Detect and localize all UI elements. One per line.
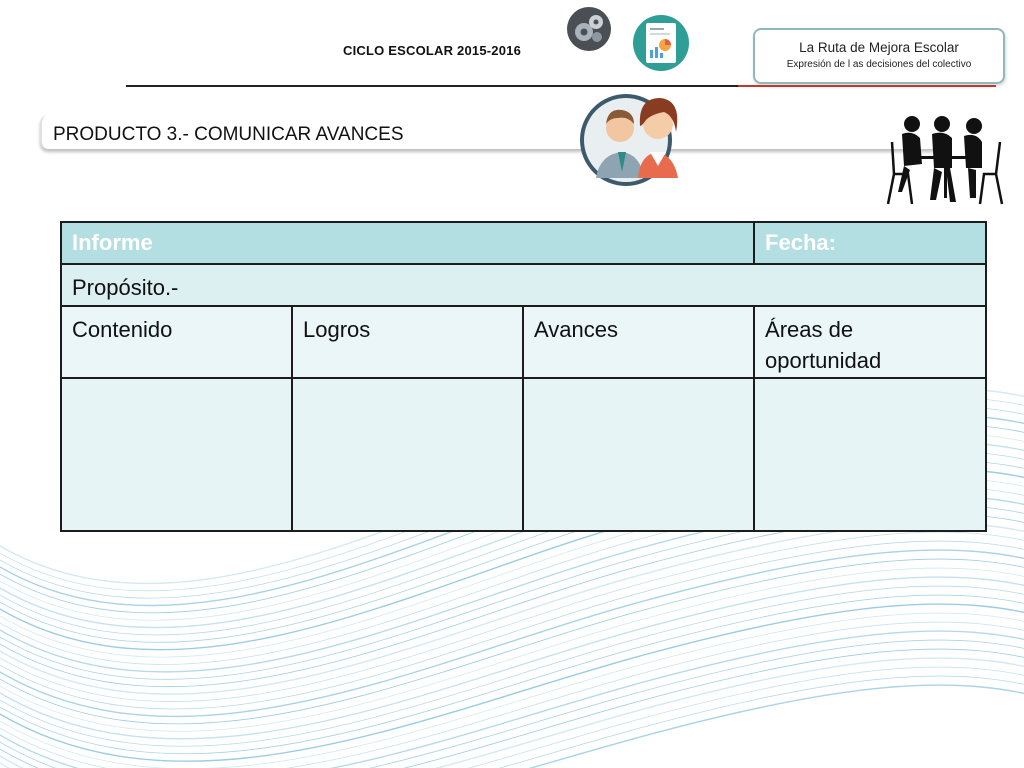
column-label-areas: Áreas de oportunidad: [765, 317, 882, 373]
proposito-row: [61, 264, 986, 306]
column-header: [754, 306, 986, 378]
wave-line: [0, 514, 1024, 687]
wave-line: [0, 676, 1024, 768]
ruta-subtitle: Expresión de l as decisiones del colectivo: [786, 59, 972, 70]
wave-line: [0, 550, 1024, 716]
column-header: [292, 306, 523, 378]
fecha-label: Fecha:: [765, 230, 836, 255]
column-header: [523, 306, 754, 378]
gears-icon: [566, 6, 612, 52]
wave-line: [0, 613, 1024, 768]
column-header: [61, 306, 292, 378]
column-label-avances: Avances: [534, 317, 618, 342]
meeting-silhouette-icon: [884, 112, 1008, 210]
cell-value: [755, 379, 985, 387]
wave-line: [0, 586, 1024, 746]
informe-cell[interactable]: [61, 222, 754, 264]
content-cell-logros[interactable]: [292, 378, 523, 531]
wave-line: [0, 541, 1024, 709]
product-title: PRODUCTO 3.- COMUNICAR AVANCES: [53, 124, 404, 145]
wave-line: [0, 658, 1024, 768]
table-row: [61, 378, 986, 531]
column-label-contenido: Contenido: [72, 317, 173, 342]
wave-line: [0, 595, 1024, 754]
proposito-cell[interactable]: [61, 264, 986, 306]
school-year-label: CICLO ESCOLAR 2015-2016: [343, 43, 521, 58]
content-cell-areas[interactable]: [754, 378, 986, 531]
cell-value: [293, 379, 522, 387]
wave-line: [0, 577, 1024, 739]
informe-label: Informe: [72, 230, 153, 255]
proposito-label: Propósito.-: [72, 275, 179, 300]
ruta-mejora-box: [753, 28, 1005, 84]
cell-value: [62, 379, 291, 387]
column-label-logros: Logros: [303, 317, 371, 342]
content-cell-avances[interactable]: [523, 378, 754, 531]
header-divider-accent: [738, 85, 996, 87]
table-header-row: [61, 222, 986, 264]
people-icon: [578, 82, 688, 188]
report-icon: [632, 14, 690, 72]
cell-value: [524, 379, 753, 387]
fecha-cell[interactable]: [754, 222, 986, 264]
content-cell-contenido[interactable]: [61, 378, 292, 531]
column-header-row: [61, 306, 986, 378]
report-table: [60, 221, 987, 532]
ruta-title: La Ruta de Mejora Escolar: [799, 40, 959, 55]
